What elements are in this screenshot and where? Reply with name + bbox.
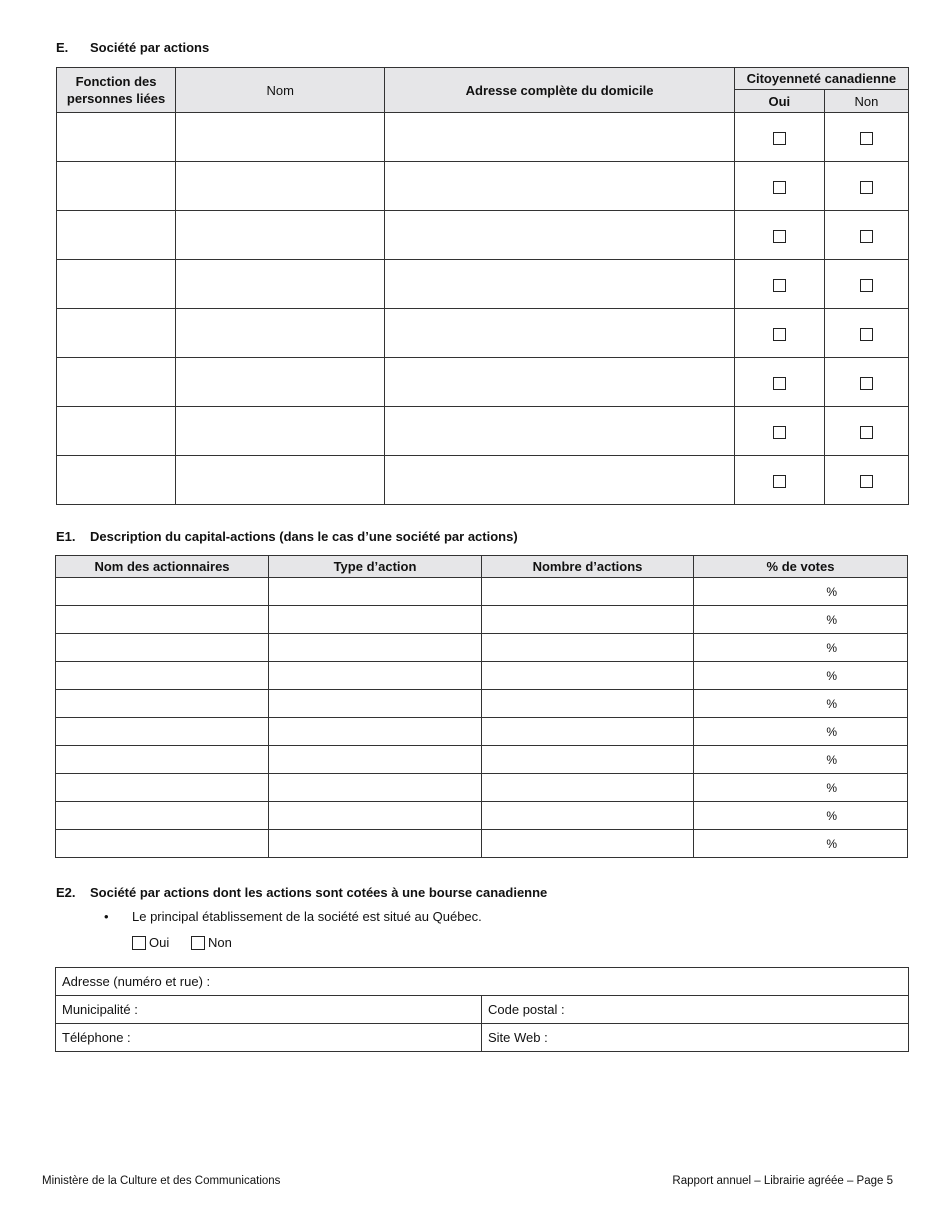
share-type-cell[interactable] (269, 690, 482, 718)
shareholder-name-cell[interactable] (56, 802, 269, 830)
postal-code-label: Code postal : (488, 1002, 565, 1017)
header-nom: Nom (176, 68, 385, 113)
share-count-cell[interactable] (482, 774, 694, 802)
option-non[interactable] (191, 935, 232, 950)
share-type-cell[interactable] (269, 662, 482, 690)
adresse-cell[interactable] (385, 113, 734, 162)
contact-table (55, 967, 909, 1052)
phone-field[interactable] (56, 1024, 482, 1052)
shareholder-name-cell[interactable] (56, 634, 269, 662)
share-count-cell[interactable] (482, 690, 694, 718)
citizenship-oui-cell (734, 456, 824, 505)
citizenship-oui-cell (734, 358, 824, 407)
header-adresse: Adresse complète du domicile (385, 68, 734, 113)
section-e1-code: E1. (56, 529, 76, 544)
citizenship-non-checkbox[interactable] (860, 132, 873, 145)
citizenship-non-cell (824, 211, 908, 260)
citizenship-non-checkbox[interactable] (860, 426, 873, 439)
votes-percent-cell[interactable]: % (694, 578, 908, 606)
shareholder-name-cell[interactable] (56, 606, 269, 634)
citizenship-oui-cell (734, 260, 824, 309)
nom-cell[interactable] (176, 358, 385, 407)
shareholder-name-cell[interactable] (56, 746, 269, 774)
nom-cell[interactable] (176, 162, 385, 211)
address-label: Adresse (numéro et rue) : (62, 974, 211, 989)
adresse-cell[interactable] (385, 456, 734, 505)
nom-cell[interactable] (176, 309, 385, 358)
quebec-statement: Le principal établissement de la société est situé au Québec. (132, 909, 482, 924)
nom-cell[interactable] (176, 211, 385, 260)
postal-code-field[interactable] (482, 996, 909, 1024)
shareholder-row (56, 606, 908, 634)
municipality-label: Municipalité : (62, 1002, 138, 1017)
citizenship-non-cell (824, 113, 908, 162)
fonction-cell[interactable] (57, 358, 176, 407)
section-e-title (56, 40, 209, 55)
adresse-cell[interactable] (385, 407, 734, 456)
citizenship-oui-checkbox[interactable] (773, 279, 786, 292)
header-fonction: Fonction des personnes liées (57, 68, 176, 113)
citizenship-non-checkbox[interactable] (860, 230, 873, 243)
share-count-cell[interactable] (482, 578, 694, 606)
option-oui[interactable] (132, 935, 169, 950)
citizenship-non-cell (824, 309, 908, 358)
shareholder-row (56, 774, 908, 802)
citizenship-oui-cell (734, 407, 824, 456)
votes-percent-cell[interactable]: % (694, 690, 908, 718)
related-person-row (57, 162, 909, 211)
section-e2-code: E2. (56, 885, 76, 900)
citizenship-non-checkbox[interactable] (860, 328, 873, 341)
citizenship-oui-cell (734, 162, 824, 211)
website-field[interactable] (482, 1024, 909, 1052)
share-count-cell[interactable] (482, 746, 694, 774)
shareholder-name-cell[interactable] (56, 830, 269, 858)
citizenship-non-checkbox[interactable] (860, 279, 873, 292)
bullet-point: • (104, 909, 109, 924)
oui-checkbox[interactable] (132, 936, 146, 950)
citizenship-oui-checkbox[interactable] (773, 475, 786, 488)
adresse-cell[interactable] (385, 211, 734, 260)
votes-percent-cell[interactable]: % (694, 774, 908, 802)
address-field[interactable] (56, 968, 909, 996)
section-e2-title (56, 885, 547, 900)
share-count-cell[interactable] (482, 718, 694, 746)
header-non: Non (824, 90, 908, 113)
adresse-cell[interactable] (385, 260, 734, 309)
related-person-row (57, 211, 909, 260)
citizenship-oui-checkbox[interactable] (773, 426, 786, 439)
citizenship-non-checkbox[interactable] (860, 181, 873, 194)
header-votes: % de votes (694, 556, 908, 578)
related-person-row (57, 113, 909, 162)
header-actionnaires: Nom des actionnaires (56, 556, 269, 578)
shareholder-name-cell[interactable] (56, 662, 269, 690)
fonction-cell[interactable] (57, 407, 176, 456)
citizenship-non-checkbox[interactable] (860, 377, 873, 390)
header-nombre-actions: Nombre d’actions (482, 556, 694, 578)
related-person-row (57, 358, 909, 407)
fonction-cell[interactable] (57, 162, 176, 211)
nom-cell[interactable] (176, 456, 385, 505)
share-type-cell[interactable] (269, 718, 482, 746)
adresse-cell[interactable] (385, 162, 734, 211)
shareholder-row (56, 578, 908, 606)
shareholder-name-cell[interactable] (56, 690, 269, 718)
votes-percent-cell[interactable]: % (694, 662, 908, 690)
adresse-cell[interactable] (385, 358, 734, 407)
non-checkbox[interactable] (191, 936, 205, 950)
citizenship-non-cell (824, 358, 908, 407)
shareholder-row (56, 802, 908, 830)
share-type-cell[interactable] (269, 802, 482, 830)
share-type-cell[interactable] (269, 746, 482, 774)
related-person-row (57, 407, 909, 456)
citizenship-oui-checkbox[interactable] (773, 377, 786, 390)
citizenship-non-cell (824, 260, 908, 309)
website-label: Site Web : (488, 1030, 548, 1045)
oui-label: Oui (149, 935, 170, 950)
share-count-cell[interactable] (482, 662, 694, 690)
citizenship-oui-cell (734, 113, 824, 162)
shareholder-row (56, 746, 908, 774)
header-oui: Oui (734, 90, 824, 113)
fonction-cell[interactable] (57, 113, 176, 162)
phone-label: Téléphone : (62, 1030, 131, 1045)
citizenship-oui-checkbox[interactable] (773, 132, 786, 145)
share-type-cell[interactable] (269, 774, 482, 802)
share-type-cell[interactable] (269, 606, 482, 634)
fonction-cell[interactable] (57, 309, 176, 358)
share-count-cell[interactable] (482, 830, 694, 858)
shareholder-name-cell[interactable] (56, 718, 269, 746)
votes-percent-cell[interactable]: % (694, 746, 908, 774)
nom-cell[interactable] (176, 260, 385, 309)
shareholder-row (56, 662, 908, 690)
non-label: Non (208, 935, 232, 950)
section-e1-title (56, 529, 518, 544)
section-e1-heading: Description du capital-actions (dans le cas d’une société par actions) (90, 529, 518, 544)
shareholder-row (56, 830, 908, 858)
citizenship-non-cell (824, 162, 908, 211)
footer-page-info: Rapport annuel – Librairie agréée – Page 5 (672, 1175, 893, 1187)
citizenship-oui-checkbox[interactable] (773, 230, 786, 243)
votes-percent-cell[interactable]: % (694, 606, 908, 634)
shareholder-name-cell[interactable] (56, 774, 269, 802)
nom-cell[interactable] (176, 113, 385, 162)
header-type-action: Type d’action (269, 556, 482, 578)
related-persons-table (56, 67, 909, 505)
fonction-cell[interactable] (57, 260, 176, 309)
shareholder-name-cell[interactable] (56, 578, 269, 606)
share-type-cell[interactable] (269, 578, 482, 606)
adresse-cell[interactable] (385, 309, 734, 358)
share-type-cell[interactable] (269, 634, 482, 662)
related-person-row (57, 260, 909, 309)
citizenship-oui-cell (734, 309, 824, 358)
shareholder-row (56, 690, 908, 718)
shareholders-table (55, 555, 908, 858)
municipality-field[interactable] (56, 996, 482, 1024)
citizenship-oui-cell (734, 211, 824, 260)
citizenship-oui-checkbox[interactable] (773, 328, 786, 341)
votes-percent-cell[interactable]: % (694, 634, 908, 662)
citizenship-non-cell (824, 456, 908, 505)
nom-cell[interactable] (176, 407, 385, 456)
share-type-cell[interactable] (269, 830, 482, 858)
shareholder-row (56, 718, 908, 746)
section-e-heading: Société par actions (90, 40, 210, 55)
citizenship-oui-checkbox[interactable] (773, 181, 786, 194)
citizenship-non-cell (824, 407, 908, 456)
share-count-cell[interactable] (482, 606, 694, 634)
share-count-cell[interactable] (482, 634, 694, 662)
related-person-row (57, 309, 909, 358)
share-count-cell[interactable] (482, 802, 694, 830)
footer-ministry: Ministère de la Culture et des Communications (42, 1175, 281, 1187)
fonction-cell[interactable] (57, 211, 176, 260)
votes-percent-cell[interactable]: % (694, 830, 908, 858)
section-e2-heading: Société par actions dont les actions sont cotées à une bourse canadienne (90, 885, 548, 900)
section-e-code: E. (56, 40, 69, 55)
citizenship-non-checkbox[interactable] (860, 475, 873, 488)
related-person-row (57, 456, 909, 505)
shareholder-row (56, 634, 908, 662)
votes-percent-cell[interactable]: % (694, 718, 908, 746)
votes-percent-cell[interactable]: % (694, 802, 908, 830)
header-citoyennete: Citoyenneté canadienne (734, 68, 908, 90)
fonction-cell[interactable] (57, 456, 176, 505)
